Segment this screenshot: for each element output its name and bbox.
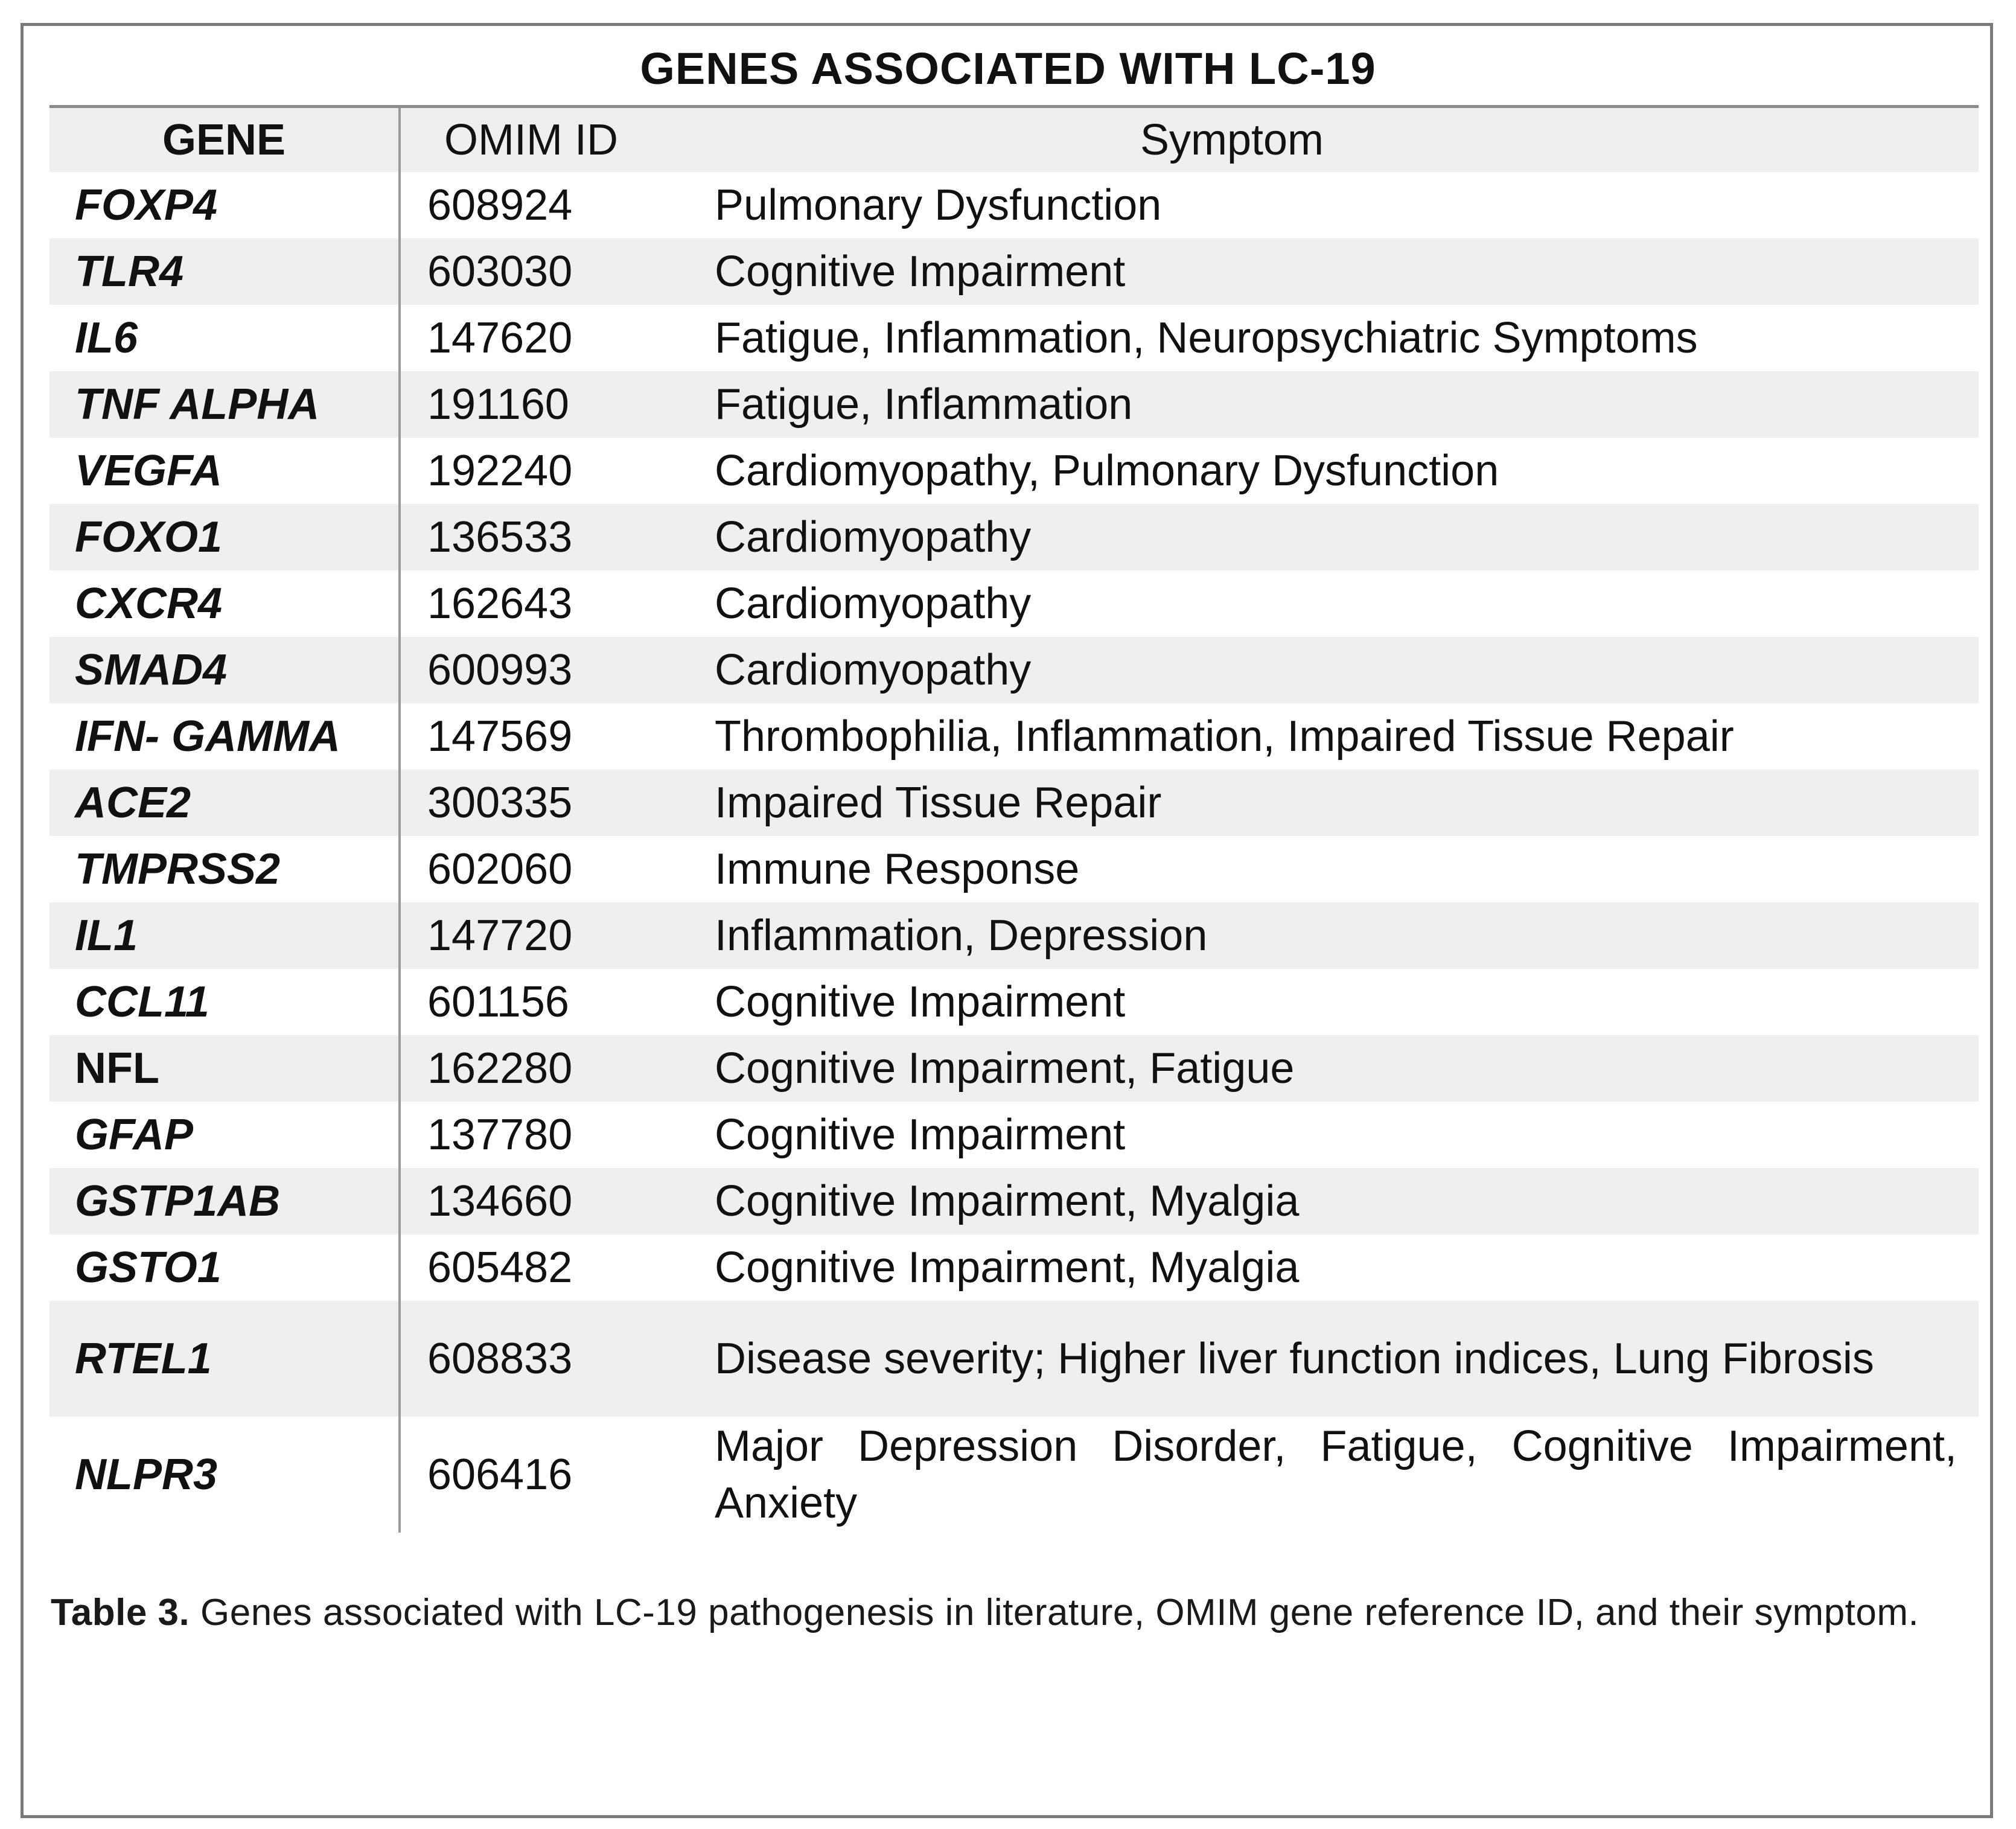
symptom-text: Cardiomyopathy: [715, 513, 1032, 561]
symptom-cell: [715, 438, 1979, 504]
table-row: [49, 504, 1979, 570]
table-row: [49, 371, 1979, 438]
symptom-cell: [715, 1301, 1979, 1417]
table-row: [49, 1168, 1979, 1234]
symptom-cell: [715, 1417, 1979, 1533]
symptom-cell: [715, 637, 1979, 703]
caption-label: Table 3.: [51, 1592, 190, 1633]
symptom-cell: [715, 1168, 1979, 1234]
symptom-cell: [715, 969, 1979, 1035]
symptom-text: Cognitive Impairment: [715, 247, 1126, 296]
table-row: [49, 1234, 1979, 1301]
table-row: [49, 570, 1979, 637]
genes-table: [49, 108, 1979, 1533]
symptom-text: Cognitive Impairment, Myalgia: [715, 1243, 1300, 1292]
table-row: [49, 637, 1979, 703]
symptom-cell: [715, 570, 1979, 637]
gene-cell: FOXP4: [49, 172, 401, 238]
omim-id-cell: 605482: [427, 1243, 573, 1292]
table-row: [49, 238, 1979, 305]
omim-id-cell: 600993: [427, 646, 573, 694]
symptom-cell: [715, 238, 1979, 305]
gene-cell: TLR4: [49, 238, 401, 305]
table-row: [49, 902, 1979, 969]
symptom-cell: [715, 1234, 1979, 1301]
symptom-text: Fatigue, Inflammation, Neuropsychiatric Symptoms: [715, 314, 1698, 362]
table-caption: [51, 1588, 1976, 1638]
gene-cell: IFN- GAMMA: [49, 703, 401, 770]
omim-id-cell: 608924: [427, 181, 573, 229]
gene-cell: IL6: [49, 305, 401, 371]
table-row: [49, 770, 1979, 836]
symptom-text: Pulmonary Dysfunction: [715, 181, 1162, 229]
gene-cell: IL1: [49, 902, 401, 969]
table-row: [49, 969, 1979, 1035]
symptom-text: Cognitive Impairment: [715, 978, 1126, 1026]
symptom-cell: [715, 1035, 1979, 1102]
omim-id-cell: 162280: [427, 1044, 573, 1093]
omim-id-cell: 162643: [427, 579, 573, 628]
table-title: GENES ASSOCIATED WITH LC-19: [640, 43, 1376, 94]
omim-id-cell: 601156: [427, 978, 569, 1026]
gene-cell: GSTO1: [49, 1234, 401, 1301]
header-gene: GENE: [49, 108, 401, 172]
header-symptom: Symptom: [1140, 116, 1324, 164]
header-omim-id: OMIM ID: [444, 116, 618, 164]
symptom-text: Disease severity; Higher liver function indices, Lung Fibrosis: [715, 1335, 1874, 1383]
symptom-cell: [715, 703, 1979, 770]
gene-cell: CXCR4: [49, 570, 401, 637]
gene-cell: NFL: [49, 1035, 401, 1102]
gene-cell: GFAP: [49, 1102, 401, 1168]
table-row: [49, 305, 1979, 371]
table-row: [49, 1035, 1979, 1102]
gene-cell: RTEL1: [49, 1301, 401, 1417]
symptom-cell: [715, 770, 1979, 836]
symptom-text: Major Depression Disorder, Fatigue, Cognitive Impairment, Anxiety: [715, 1422, 1957, 1527]
symptom-cell: [715, 1102, 1979, 1168]
symptom-text: Cognitive Impairment: [715, 1111, 1126, 1159]
table-row: [49, 1102, 1979, 1168]
symptom-text: Cardiomyopathy: [715, 579, 1032, 628]
omim-id-cell: 608833: [427, 1335, 573, 1383]
symptom-cell: [715, 371, 1979, 438]
table-row: [49, 438, 1979, 504]
omim-id-cell: 606416: [427, 1451, 573, 1499]
gene-cell: CCL11: [49, 969, 401, 1035]
table-row: [49, 836, 1979, 902]
table-row: [49, 703, 1979, 770]
gene-cell: ACE2: [49, 770, 401, 836]
omim-id-cell: 136533: [427, 513, 573, 561]
table-row: [49, 172, 1979, 238]
table-header-row: [49, 108, 1979, 172]
omim-id-cell: 192240: [427, 447, 573, 495]
omim-id-cell: 137780: [427, 1111, 573, 1159]
table-row: [49, 1301, 1979, 1417]
symptom-text: Immune Response: [715, 845, 1080, 893]
gene-cell: TMPRSS2: [49, 836, 401, 902]
symptom-text: Impaired Tissue Repair: [715, 779, 1162, 827]
gene-cell: VEGFA: [49, 438, 401, 504]
symptom-cell: [715, 504, 1979, 570]
omim-id-cell: 147569: [427, 712, 573, 761]
table-body: [49, 172, 1979, 1533]
gene-cell: SMAD4: [49, 637, 401, 703]
omim-id-cell: 603030: [427, 247, 573, 296]
gene-cell: NLPR3: [49, 1417, 401, 1533]
symptom-text: Inflammation, Depression: [715, 911, 1208, 960]
symptom-cell: [715, 902, 1979, 969]
symptom-text: Thrombophilia, Inflammation, Impaired Tissue Repair: [715, 712, 1734, 761]
gene-cell: GSTP1AB: [49, 1168, 401, 1234]
symptom-text: Cardiomyopathy, Pulmonary Dysfunction: [715, 447, 1499, 495]
omim-id-cell: 191160: [427, 380, 569, 429]
symptom-text: Cognitive Impairment, Myalgia: [715, 1177, 1300, 1225]
omim-id-cell: 602060: [427, 845, 573, 893]
gene-cell: TNF ALPHA: [49, 371, 401, 438]
omim-id-cell: 147620: [427, 314, 573, 362]
symptom-cell: [715, 305, 1979, 371]
table-row: [49, 1417, 1979, 1533]
symptom-text: Cognitive Impairment, Fatigue: [715, 1044, 1295, 1093]
omim-id-cell: 134660: [427, 1177, 573, 1225]
omim-id-cell: 147720: [427, 911, 573, 960]
symptom-cell: [715, 172, 1979, 238]
gene-cell: FOXO1: [49, 504, 401, 570]
symptom-cell: [715, 836, 1979, 902]
symptom-text: Fatigue, Inflammation: [715, 380, 1133, 429]
omim-id-cell: 300335: [427, 779, 573, 827]
caption-text: Genes associated with LC-19 pathogenesis in literature, OMIM gene reference ID, and their symptom.: [190, 1592, 1919, 1633]
symptom-text: Cardiomyopathy: [715, 646, 1032, 694]
